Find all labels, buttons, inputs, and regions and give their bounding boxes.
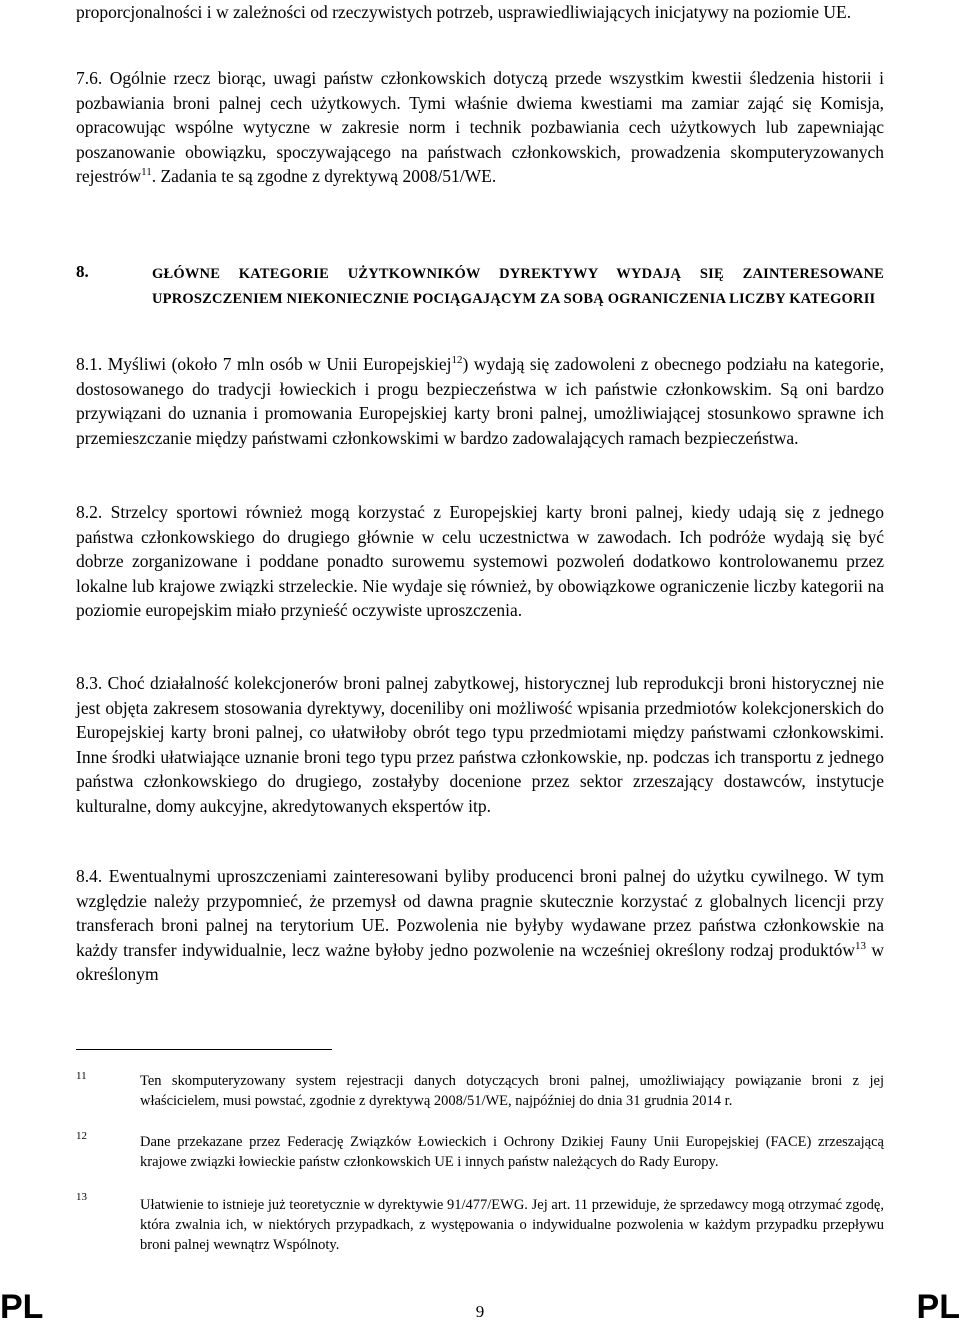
- footnote-ref-11[interactable]: 11: [141, 166, 152, 178]
- paragraph-8-4: [76, 864, 884, 987]
- footnote-number: 11: [76, 1070, 87, 1082]
- paragraph-8-2: [76, 500, 884, 623]
- section-number: 8.: [76, 262, 89, 281]
- paragraph-continuation: [76, 0, 884, 25]
- footnote-ref-12[interactable]: 12: [451, 354, 463, 366]
- footer-language-left: PL: [0, 1288, 44, 1326]
- paragraph-7-6: [76, 66, 884, 189]
- section-heading: GŁÓWNE KATEGORIE UŻYTKOWNIKÓW DYREKTYWY WYDAJĄ SIĘ ZAINTERESOWANE UPROSZCZENIEM NIEKONIECZNIE POCIĄGAJĄCYM ZA SOBĄ OGRANICZENIA LICZBY KATEGORII: [152, 266, 884, 307]
- paragraph-text: 8.3. Choć działalność kolekcjonerów broni palnej zabytkowej, historycznej lub reprodukcji broni historycznej nie jest objęta zakresem stosowania dyrektywy, doceniliby oni możliwość wpisania przedmiotów kolekcjonerskich do Europejskiej karty broni palnej, co ułatwiłoby obrót tego typu przedmiotami między państwami członkowskimi. Inne środki ułatwiające uznanie broni tego typu przez państwa członkowskie, np. podczas ich transportu z jednego państwa członkowskiego do drugiego, zostałyby docenione przez sektor zrzeszający dostawców, instytucje kulturalne, domy aukcyjne, akredytowanych ekspertów itp.: [76, 673, 884, 816]
- paragraph-text: proporcjonalności i w zależności od rzeczywistych potrzeb, usprawiedliwiających inicjatywy na poziomie UE.: [76, 2, 852, 22]
- footnote-ref-13[interactable]: 13: [855, 939, 867, 952]
- footnote-number: 13: [76, 1191, 87, 1203]
- paragraph-8-1: [76, 352, 884, 450]
- footnote-text: Ten skomputeryzowany system rejestracji danych dotyczących broni palnej, umożliwiający powiązanie broni z jej właścicielem, musi powstać, zgodnie z dyrektywą 2008/51/WE, najpóźniej do dnia 31 grudnia 2014 r.: [140, 1073, 884, 1109]
- paragraph-text: 8.1. Myśliwi (około 7 mln osób w Unii Europejskiej: [76, 354, 452, 374]
- footnote-separator: [76, 1049, 332, 1050]
- page-number: 9: [475, 1302, 485, 1321]
- paragraph-text: . Zadania te są zgodne z dyrektywą 2008/51/WE.: [151, 166, 497, 186]
- paragraph-text: w określonym: [76, 939, 885, 984]
- paragraph-text: 8.4. Ewentualnymi uproszczeniami zainteresowani byliby producenci broni palnej do użytku cywilnego. W tym względzie należy przypomnieć, że przemysł od dawna pragnie skutecznie korzystać z globalnych licencji przy transferach broni palnej na terytorium UE. Pozwolenia nie byłyby wydawane przez państwa członkowskie na każdy transfer indywidualnie, lecz ważne byłoby jedno pozwolenie na wcześniej określony rodzaj produktów: [76, 866, 884, 960]
- paragraph-8-3: [76, 671, 884, 818]
- footnote-number: 12: [76, 1130, 87, 1142]
- paragraph-text: ) wydają się zadowoleni z obecnego podziału na kategorie, dostosowanego do tradycji łowieckich i progu bezpieczeństwa w ich państwie członkowskim. Są oni bardzo przywiązani do uznania i promowania Europejskiej karty broni palnej, umożliwiającej stosunkowo sprawne ich przemieszczanie między państwami członkowskimi w bardzo zadowalających ramach bezpieczeństwa.: [76, 354, 884, 448]
- footer-language-right: PL: [916, 1288, 960, 1326]
- paragraph-text: 8.2. Strzelcy sportowi również mogą korzystać z Europejskiej karty broni palnej, kiedy udają się z jednego państwa członkowskiego do drugiego głównie w celu uczestnictwa w zawodach. Ich podróże wydają się być dobrze zorganizowane i poddane ponadto surowemu systemowi pozwoleń dodatkowo kontrolowanemu przez lokalne lub krajowe związki strzeleckie. Nie wydaje się również, by obowiązkowe ograniczenie liczby kategorii na poziomie europejskim miało przynieść oczywiste uproszczenia.: [76, 502, 884, 620]
- footnote-text: Dane przekazane przez Federację Związków Łowieckich i Ochrony Dzikiej Fauny Unii Europejskiej (FACE) zrzeszającą krajowe związki łowieckie państw członkowskich UE i innych państw należących do Rady Europy.: [140, 1134, 884, 1170]
- footnote-text: Ułatwienie to istnieje już teoretycznie w dyrektywie 91/477/EWG. Jej art. 11 przewiduje, że sprzedawcy mogą otrzymać zgodę, która zwalnia ich, w niektórych przypadkach, z występowania o indywidualne pozwolenia w każdym przypadku przepływu broni palnej wewnątrz Wspólnoty.: [140, 1197, 884, 1253]
- paragraph-text: 7.6. Ogólnie rzecz biorąc, uwagi państw członkowskich dotyczą przede wszystkim kwestii śledzenia historii i pozbawiania broni palnej cech użytkowych. Tymi właśnie dwiema kwestiami ma zamiar zająć się Komisja, opracowując wspólne wytyczne w zakresie norm i technik pozbawiania cech użytkowych lub zapewniając poszanowanie obowiązku, spoczywającego na państwach członkowskich, prowadzenia skomputeryzowanych rejestrów: [76, 68, 884, 186]
